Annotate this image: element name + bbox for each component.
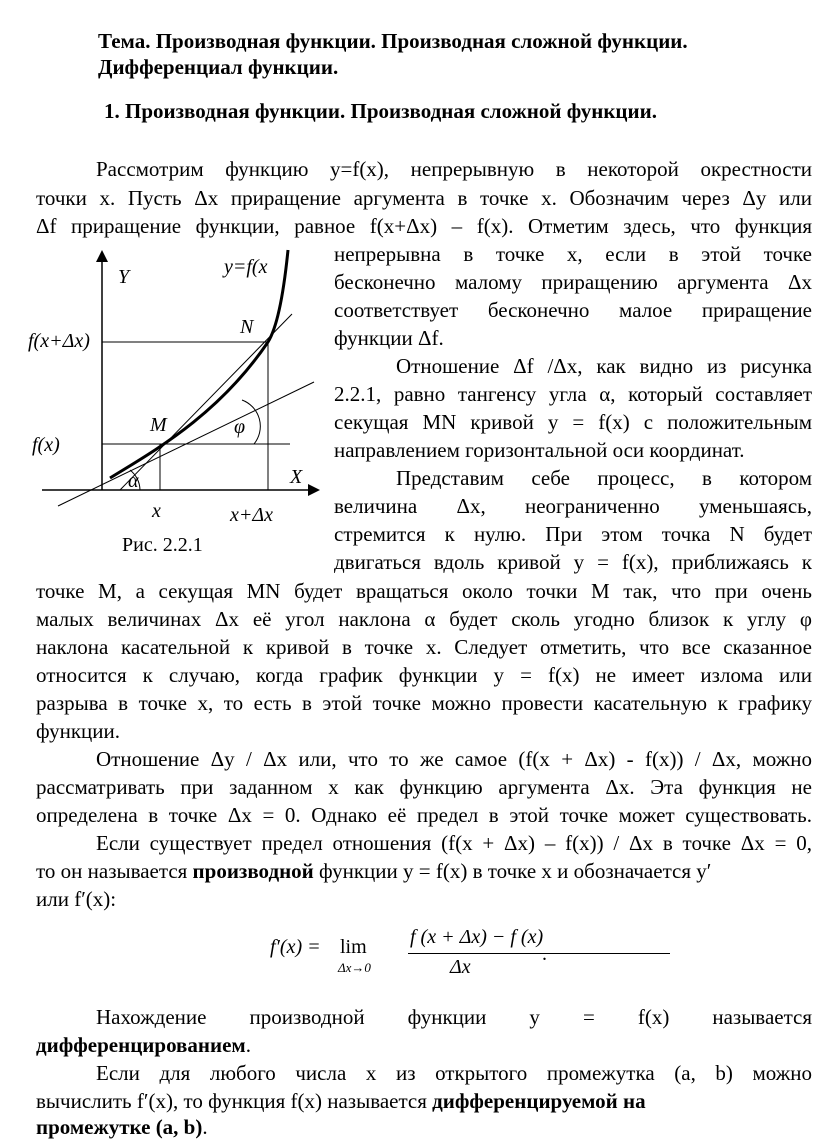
formula-lim-sub: Δx→0 (338, 960, 371, 975)
formula-end: . (542, 943, 547, 965)
section-heading: 1. Производная функции. Производная сложной функции. (104, 99, 657, 123)
p2-line4: направлением горизонтальной оси координат. (334, 438, 745, 462)
label-alpha: α (128, 470, 139, 492)
p2-line1: Отношение Δf /Δx, как видно из рисунка (396, 354, 812, 378)
formula-lim: lim (340, 936, 367, 958)
figure-2-2-1 (22, 240, 322, 570)
p6-line1: Нахождение производной функции y = f(x) называется (96, 1005, 812, 1029)
p5-line1: Если существует предел отношения (f(x + Δx) – f(x)) / Δx в точке Δx = 0, (96, 831, 812, 855)
label-fx: f(x) (32, 434, 60, 456)
p3-line9: разрыва в точке x, то есть в этой точке можно провести касательную к графику (36, 691, 812, 715)
label-curve: y=f(x (224, 256, 268, 278)
p7-line1: Если для любого числа x из открытого промежутка (a, b) можно (96, 1061, 812, 1085)
p7-line3: промежутке (a, b). (36, 1115, 208, 1139)
p2-line3: секущая MN кривой y = f(x) с положительным (334, 410, 812, 434)
figure-caption: Рис. 2.2.1 (122, 534, 203, 556)
p7-line2: вычислить f′(x), то функция f(x) называется дифференцируемой на (36, 1089, 646, 1113)
label-fxdx: f(x+Δx) (28, 330, 90, 352)
term-derivative: производной (192, 859, 314, 883)
p3-line8: относится к случаю, когда график функции y = f(x) не имеет излома или (36, 663, 812, 687)
term-differentiable: дифференцируемой на (432, 1089, 646, 1113)
p6-line2: дифференцированием. (36, 1033, 251, 1057)
formula-denominator: Δx (450, 956, 471, 978)
doc-title-line1: Тема. Производная функции. Производная сложной функции. (98, 29, 688, 53)
label-phi: φ (234, 416, 246, 438)
formula-numerator: f (x + Δx) − f (x) (410, 926, 544, 948)
label-x-tick: x (152, 500, 161, 522)
p3-line2: величина Δx, неограниченно уменьшаясь, (334, 494, 812, 518)
label-xdx-tick: x+Δx (230, 504, 273, 526)
p1-line6: соответствует бесконечно малое приращение (334, 298, 812, 322)
p5-line3: или f′(x): (36, 887, 117, 911)
p2-line2: 2.2.1, равно тангенсу угла α, который составляет (334, 382, 812, 406)
p1-line1: Рассмотрим функцию y=f(x), непрерывную в некоторой окрестности (96, 157, 812, 181)
p4-line3: определена в точке Δx = 0. Однако её предел в этой точке может существовать. (36, 803, 812, 827)
p3-line10: функции. (36, 719, 120, 743)
label-y-axis: Y (118, 266, 130, 288)
term-differentiation: дифференцированием (36, 1033, 246, 1057)
formula-left: f′(x) = (270, 936, 321, 958)
derivative-formula (270, 918, 570, 978)
label-x-axis: X (290, 466, 303, 488)
formula-fraction-bar (408, 953, 670, 954)
p4-line2: рассматривать при заданном x как функцию аргумента Δx. Эта функция не (36, 775, 812, 799)
p1-line5: бесконечно малому приращению аргумента Δx (334, 270, 812, 294)
label-point-m: M (150, 414, 167, 436)
doc-title-line2: Дифференциал функции. (98, 55, 339, 79)
p3-line3: стремится к нулю. При этом точка N будет (334, 522, 812, 546)
p3-line7: наклона касательной к кривой в точке x. Следует отметить, что все сказанное (36, 635, 812, 659)
p3-line1: Представим себе процесс, в котором (396, 466, 812, 490)
term-interval: промежутке (a, b) (36, 1115, 203, 1139)
p4-line1: Отношение Δy / Δx или, что то же самое (f(x + Δx) - f(x)) / Δx, можно (96, 747, 812, 771)
p3-line5: точке M, а секущая MN будет вращаться около точки M так, что при очень (36, 579, 812, 603)
p1-line3: Δf приращение функции, равное f(x+Δx) – f(x). Отметим здесь, что функция (36, 214, 812, 238)
label-point-n: N (240, 316, 254, 338)
p3-line4: двигаться вдоль кривой y = f(x), приближаясь к (334, 550, 812, 574)
p1-line2: точки x. Пусть Δx приращение аргумента в точке x. Обозначим через Δy или (36, 186, 812, 210)
p5-line2: то он называется производной функции y = f(x) в точке x и обозначается y′ (36, 859, 712, 883)
p1-line4: непрерывна в точке x, если в этой точке (334, 242, 812, 266)
p1-line7: функции Δf. (334, 326, 444, 350)
p3-line6: малых величинах Δx её угол наклона α будет сколь угодно близок к углу φ (36, 607, 812, 631)
figure-graph (22, 240, 322, 570)
